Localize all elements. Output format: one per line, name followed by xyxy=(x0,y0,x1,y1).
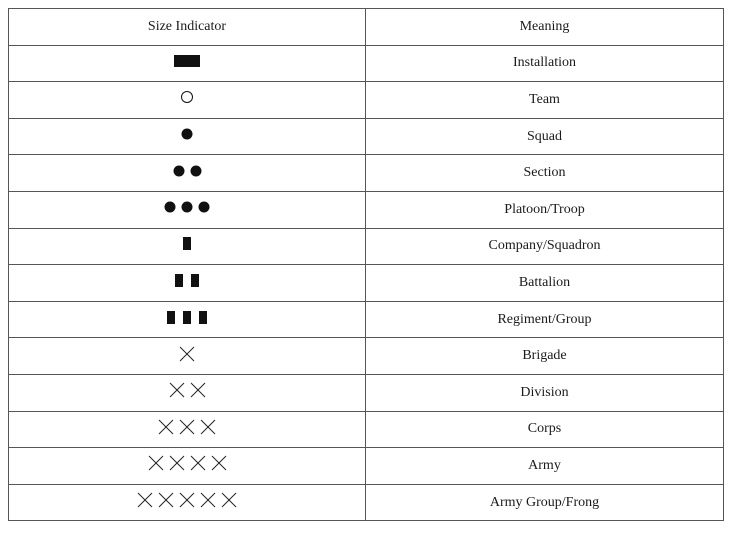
size-indicator-symbol xyxy=(148,455,227,471)
size-indicator-symbol xyxy=(181,128,193,140)
table-row xyxy=(9,265,724,302)
size-indicator-symbol xyxy=(167,311,207,324)
meaning-cell: Team xyxy=(366,82,724,119)
size-indicator-cell xyxy=(9,45,366,82)
size-indicator-symbol xyxy=(179,346,195,362)
size-indicator-symbol xyxy=(169,382,206,398)
size-indicator-symbol xyxy=(158,419,216,435)
vertical-bar-icon xyxy=(183,311,191,324)
size-indicator-symbol xyxy=(137,492,237,508)
cross-x-icon xyxy=(158,419,174,435)
meaning-cell: Company/Squadron xyxy=(366,228,724,265)
cross-x-icon xyxy=(137,492,153,508)
cross-x-icon xyxy=(200,419,216,435)
size-indicator-cell xyxy=(9,228,366,265)
table-row xyxy=(9,155,724,192)
meaning-cell: Squad xyxy=(366,118,724,155)
cross-x-icon xyxy=(179,419,195,435)
meaning-cell: Section xyxy=(366,155,724,192)
meaning-cell: Division xyxy=(366,374,724,411)
size-indicator-symbol xyxy=(180,90,194,104)
table-row xyxy=(9,374,724,411)
meaning-cell: Regiment/Group xyxy=(366,301,724,338)
meaning-cell: Installation xyxy=(366,45,724,82)
size-indicator-cell xyxy=(9,448,366,485)
cross-x-icon xyxy=(200,492,216,508)
open-circle-icon xyxy=(180,90,194,104)
meaning-cell: Battalion xyxy=(366,265,724,302)
size-indicator-symbol xyxy=(174,55,200,67)
table-row xyxy=(9,448,724,485)
size-indicator-cell xyxy=(9,118,366,155)
size-indicator-cell xyxy=(9,191,366,228)
table-row xyxy=(9,411,724,448)
filled-dot-icon xyxy=(181,201,193,213)
table-row xyxy=(9,191,724,228)
table-row xyxy=(9,118,724,155)
vertical-bar-icon xyxy=(167,311,175,324)
filled-dot-icon xyxy=(190,165,202,177)
installation-bar-icon xyxy=(174,55,200,67)
table-row xyxy=(9,338,724,375)
cross-x-icon xyxy=(169,382,185,398)
vertical-bar-icon xyxy=(183,237,191,250)
meaning-cell: Brigade xyxy=(366,338,724,375)
cross-x-icon xyxy=(221,492,237,508)
header-meaning: Meaning xyxy=(366,9,724,46)
size-indicator-symbol xyxy=(175,274,199,287)
cross-x-icon xyxy=(179,492,195,508)
meaning-cell: Army Group/Frong xyxy=(366,484,724,521)
filled-dot-icon xyxy=(181,128,193,140)
size-indicator-symbol xyxy=(173,165,202,177)
size-indicator-cell xyxy=(9,82,366,119)
cross-x-icon xyxy=(169,455,185,471)
cross-x-icon xyxy=(190,455,206,471)
vertical-bar-icon xyxy=(175,274,183,287)
vertical-bar-icon xyxy=(199,311,207,324)
meaning-cell: Army xyxy=(366,448,724,485)
meaning-cell: Platoon/Troop xyxy=(366,191,724,228)
size-indicator-cell xyxy=(9,338,366,375)
meaning-cell: Corps xyxy=(366,411,724,448)
size-indicator-cell xyxy=(9,411,366,448)
cross-x-icon xyxy=(211,455,227,471)
size-indicator-cell xyxy=(9,301,366,338)
cross-x-icon xyxy=(158,492,174,508)
cross-x-icon xyxy=(148,455,164,471)
filled-dot-icon xyxy=(173,165,185,177)
cross-x-icon xyxy=(190,382,206,398)
table-row xyxy=(9,484,724,521)
size-indicator-cell xyxy=(9,265,366,302)
table-row xyxy=(9,45,724,82)
size-indicator-symbol xyxy=(183,237,191,250)
size-indicator-table xyxy=(8,8,724,521)
table-row xyxy=(9,82,724,119)
table-row xyxy=(9,301,724,338)
header-size-indicator: Size Indicator xyxy=(9,9,366,46)
cross-x-icon xyxy=(179,346,195,362)
filled-dot-icon xyxy=(164,201,176,213)
size-indicator-cell xyxy=(9,155,366,192)
size-indicator-cell xyxy=(9,374,366,411)
vertical-bar-icon xyxy=(191,274,199,287)
filled-dot-icon xyxy=(198,201,210,213)
header-row xyxy=(9,9,724,46)
table-body xyxy=(9,45,724,521)
table-row xyxy=(9,228,724,265)
size-indicator-symbol xyxy=(164,201,210,213)
size-indicator-cell xyxy=(9,484,366,521)
